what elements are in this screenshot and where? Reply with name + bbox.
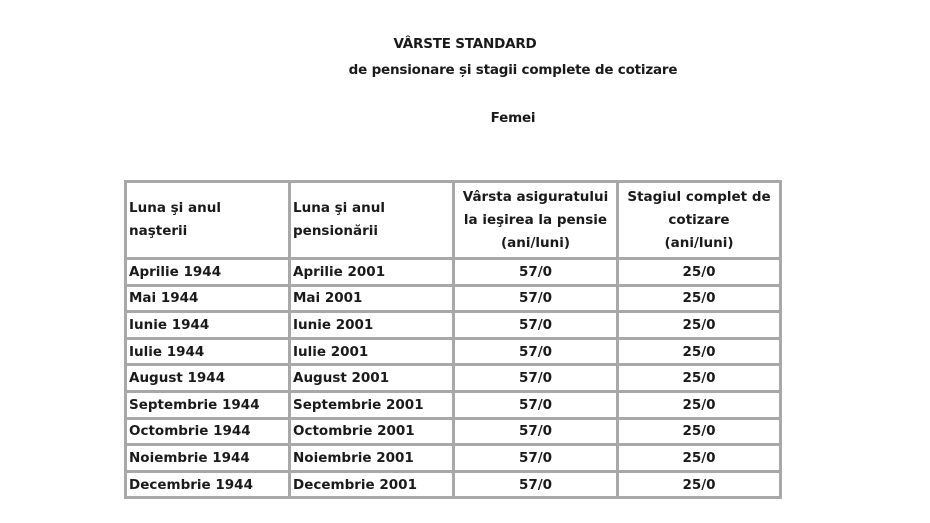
cell-age: 57/0 bbox=[454, 338, 618, 365]
cell-age: 57/0 bbox=[454, 418, 618, 445]
document-title: VÂRSTE STANDARD bbox=[393, 36, 537, 52]
cell-birth: Decembrie 1944 bbox=[126, 471, 290, 498]
cell-age: 57/0 bbox=[454, 391, 618, 418]
cell-birth: Noiembrie 1944 bbox=[126, 445, 290, 472]
cell-age: 57/0 bbox=[454, 312, 618, 339]
table-row bbox=[126, 471, 781, 498]
cell-contribution: 25/0 bbox=[618, 285, 781, 312]
cell-birth: Septembrie 1944 bbox=[126, 391, 290, 418]
cell-retirement: Iulie 2001 bbox=[290, 338, 454, 365]
cell-age: 57/0 bbox=[454, 471, 618, 498]
table-row bbox=[126, 418, 781, 445]
header-retirement-age: Vârsta asiguratului la ieşirea la pensie (ani/luni) bbox=[454, 182, 618, 259]
cell-contribution: 25/0 bbox=[618, 418, 781, 445]
cell-retirement: Mai 2001 bbox=[290, 285, 454, 312]
cell-birth: Octombrie 1944 bbox=[126, 418, 290, 445]
cell-retirement: Decembrie 2001 bbox=[290, 471, 454, 498]
cell-retirement: Octombrie 2001 bbox=[290, 418, 454, 445]
cell-retirement: Aprilie 2001 bbox=[290, 259, 454, 286]
header-retirement-month-year: Luna şi anul pensionării bbox=[290, 182, 454, 259]
table-row bbox=[126, 285, 781, 312]
cell-contribution: 25/0 bbox=[618, 471, 781, 498]
section-heading-femei: Femei bbox=[490, 110, 536, 126]
retirement-age-table bbox=[124, 180, 782, 499]
cell-contribution: 25/0 bbox=[618, 338, 781, 365]
cell-birth: Aprilie 1944 bbox=[126, 259, 290, 286]
cell-contribution: 25/0 bbox=[618, 445, 781, 472]
table-row bbox=[126, 259, 781, 286]
cell-retirement: August 2001 bbox=[290, 365, 454, 392]
table-row bbox=[126, 312, 781, 339]
cell-contribution: 25/0 bbox=[618, 312, 781, 339]
table-row bbox=[126, 365, 781, 392]
cell-age: 57/0 bbox=[454, 259, 618, 286]
cell-birth: Iulie 1944 bbox=[126, 338, 290, 365]
cell-contribution: 25/0 bbox=[618, 259, 781, 286]
header-contribution-period: Stagiul complet de cotizare (ani/luni) bbox=[618, 182, 781, 259]
cell-retirement: Noiembrie 2001 bbox=[290, 445, 454, 472]
cell-retirement: Iunie 2001 bbox=[290, 312, 454, 339]
table-row bbox=[126, 391, 781, 418]
cell-birth: August 1944 bbox=[126, 365, 290, 392]
document-subtitle: de pensionare și stagii complete de cotizare bbox=[348, 62, 678, 78]
table-header-row bbox=[126, 182, 781, 259]
cell-retirement: Septembrie 2001 bbox=[290, 391, 454, 418]
cell-birth: Iunie 1944 bbox=[126, 312, 290, 339]
cell-birth: Mai 1944 bbox=[126, 285, 290, 312]
cell-contribution: 25/0 bbox=[618, 365, 781, 392]
table-row bbox=[126, 338, 781, 365]
header-birth-month-year: Luna şi anul naşterii bbox=[126, 182, 290, 259]
cell-age: 57/0 bbox=[454, 285, 618, 312]
cell-contribution: 25/0 bbox=[618, 391, 781, 418]
cell-age: 57/0 bbox=[454, 445, 618, 472]
cell-age: 57/0 bbox=[454, 365, 618, 392]
table-row bbox=[126, 445, 781, 472]
